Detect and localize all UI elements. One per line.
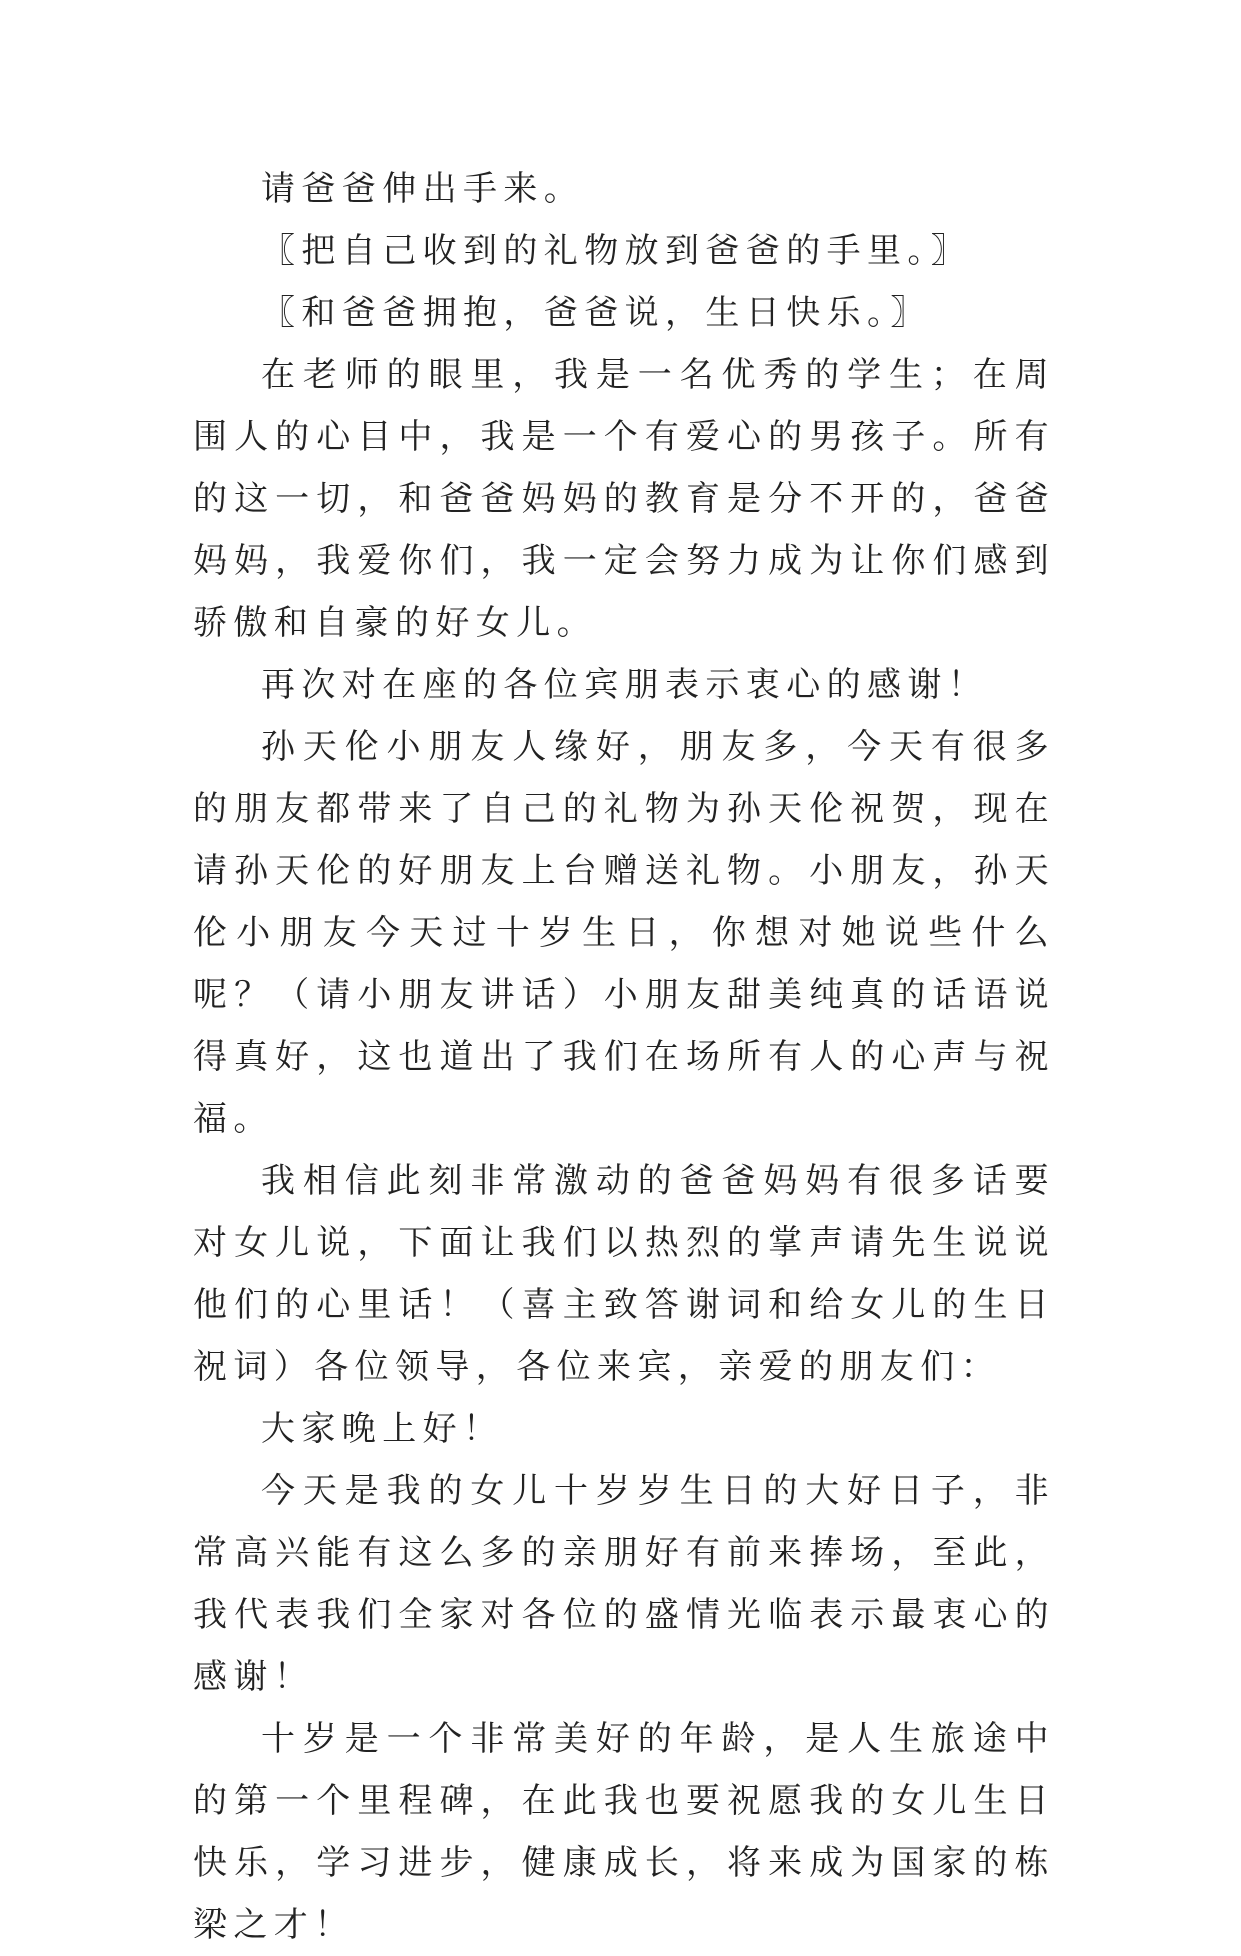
paragraph-instruction-hands: 请爸爸伸出手来。 [261, 169, 585, 209]
paragraph-parents-speech: 我相信此刻非常激动的爸爸妈妈有很多话要对女儿说，下面让我们以热烈的掌声请先生说说他们的心里话！（喜主致答谢词和给女儿的生日祝词）各位领导，各位来宾，亲爱的朋友们： [193, 1161, 1055, 1387]
paragraph-birthday-thanks: 今天是我的女儿十岁岁生日的大好日子，非常高兴能有这么多的亲朋好有前来捧场，至此，我代表我们全家对各位的盛情光临表示最衷心的感谢！ [193, 1471, 1055, 1697]
document-body [193, 158, 1055, 1956]
paragraph-teacher-eyes: 在老师的眼里，我是一名优秀的学生；在周围人的心目中，我是一个有爱心的男孩子。所有的这一切，和爸爸妈妈的教育是分不开的，爸爸妈妈，我爱你们，我一定会努力成为让你们感到骄傲和自豪的好女儿。 [193, 355, 1055, 643]
paragraph-milestone-wishes: 十岁是一个非常美好的年龄，是人生旅途中的第一个里程碑，在此我也要祝愿我的女儿生日快乐，学习进步，健康成长，将来成为国家的栋梁之才！ [193, 1719, 1055, 1945]
paragraph-friends-gifts: 孙天伦小朋友人缘好，朋友多，今天有很多的朋友都带来了自己的礼物为孙天伦祝贺，现在请孙天伦的好朋友上台赠送礼物。小朋友，孙天伦小朋友今天过十岁生日，你想对她说些什么呢？（请小朋友讲话）小朋友甜美纯真的话语说得真好，这也道出了我们在场所有人的心声与祝福。 [193, 727, 1055, 1139]
paragraph-greeting: 大家晚上好！ [261, 1409, 504, 1449]
paragraph-stage-direction-hug: 〖和爸爸拥抱，爸爸说，生日快乐。〗 [261, 293, 931, 333]
paragraph-stage-direction-gift: 〖把自己收到的礼物放到爸爸的手里。〗 [261, 231, 972, 271]
paragraph-thanks-guests: 再次对在座的各位宾朋表示衷心的感谢！ [261, 665, 989, 705]
